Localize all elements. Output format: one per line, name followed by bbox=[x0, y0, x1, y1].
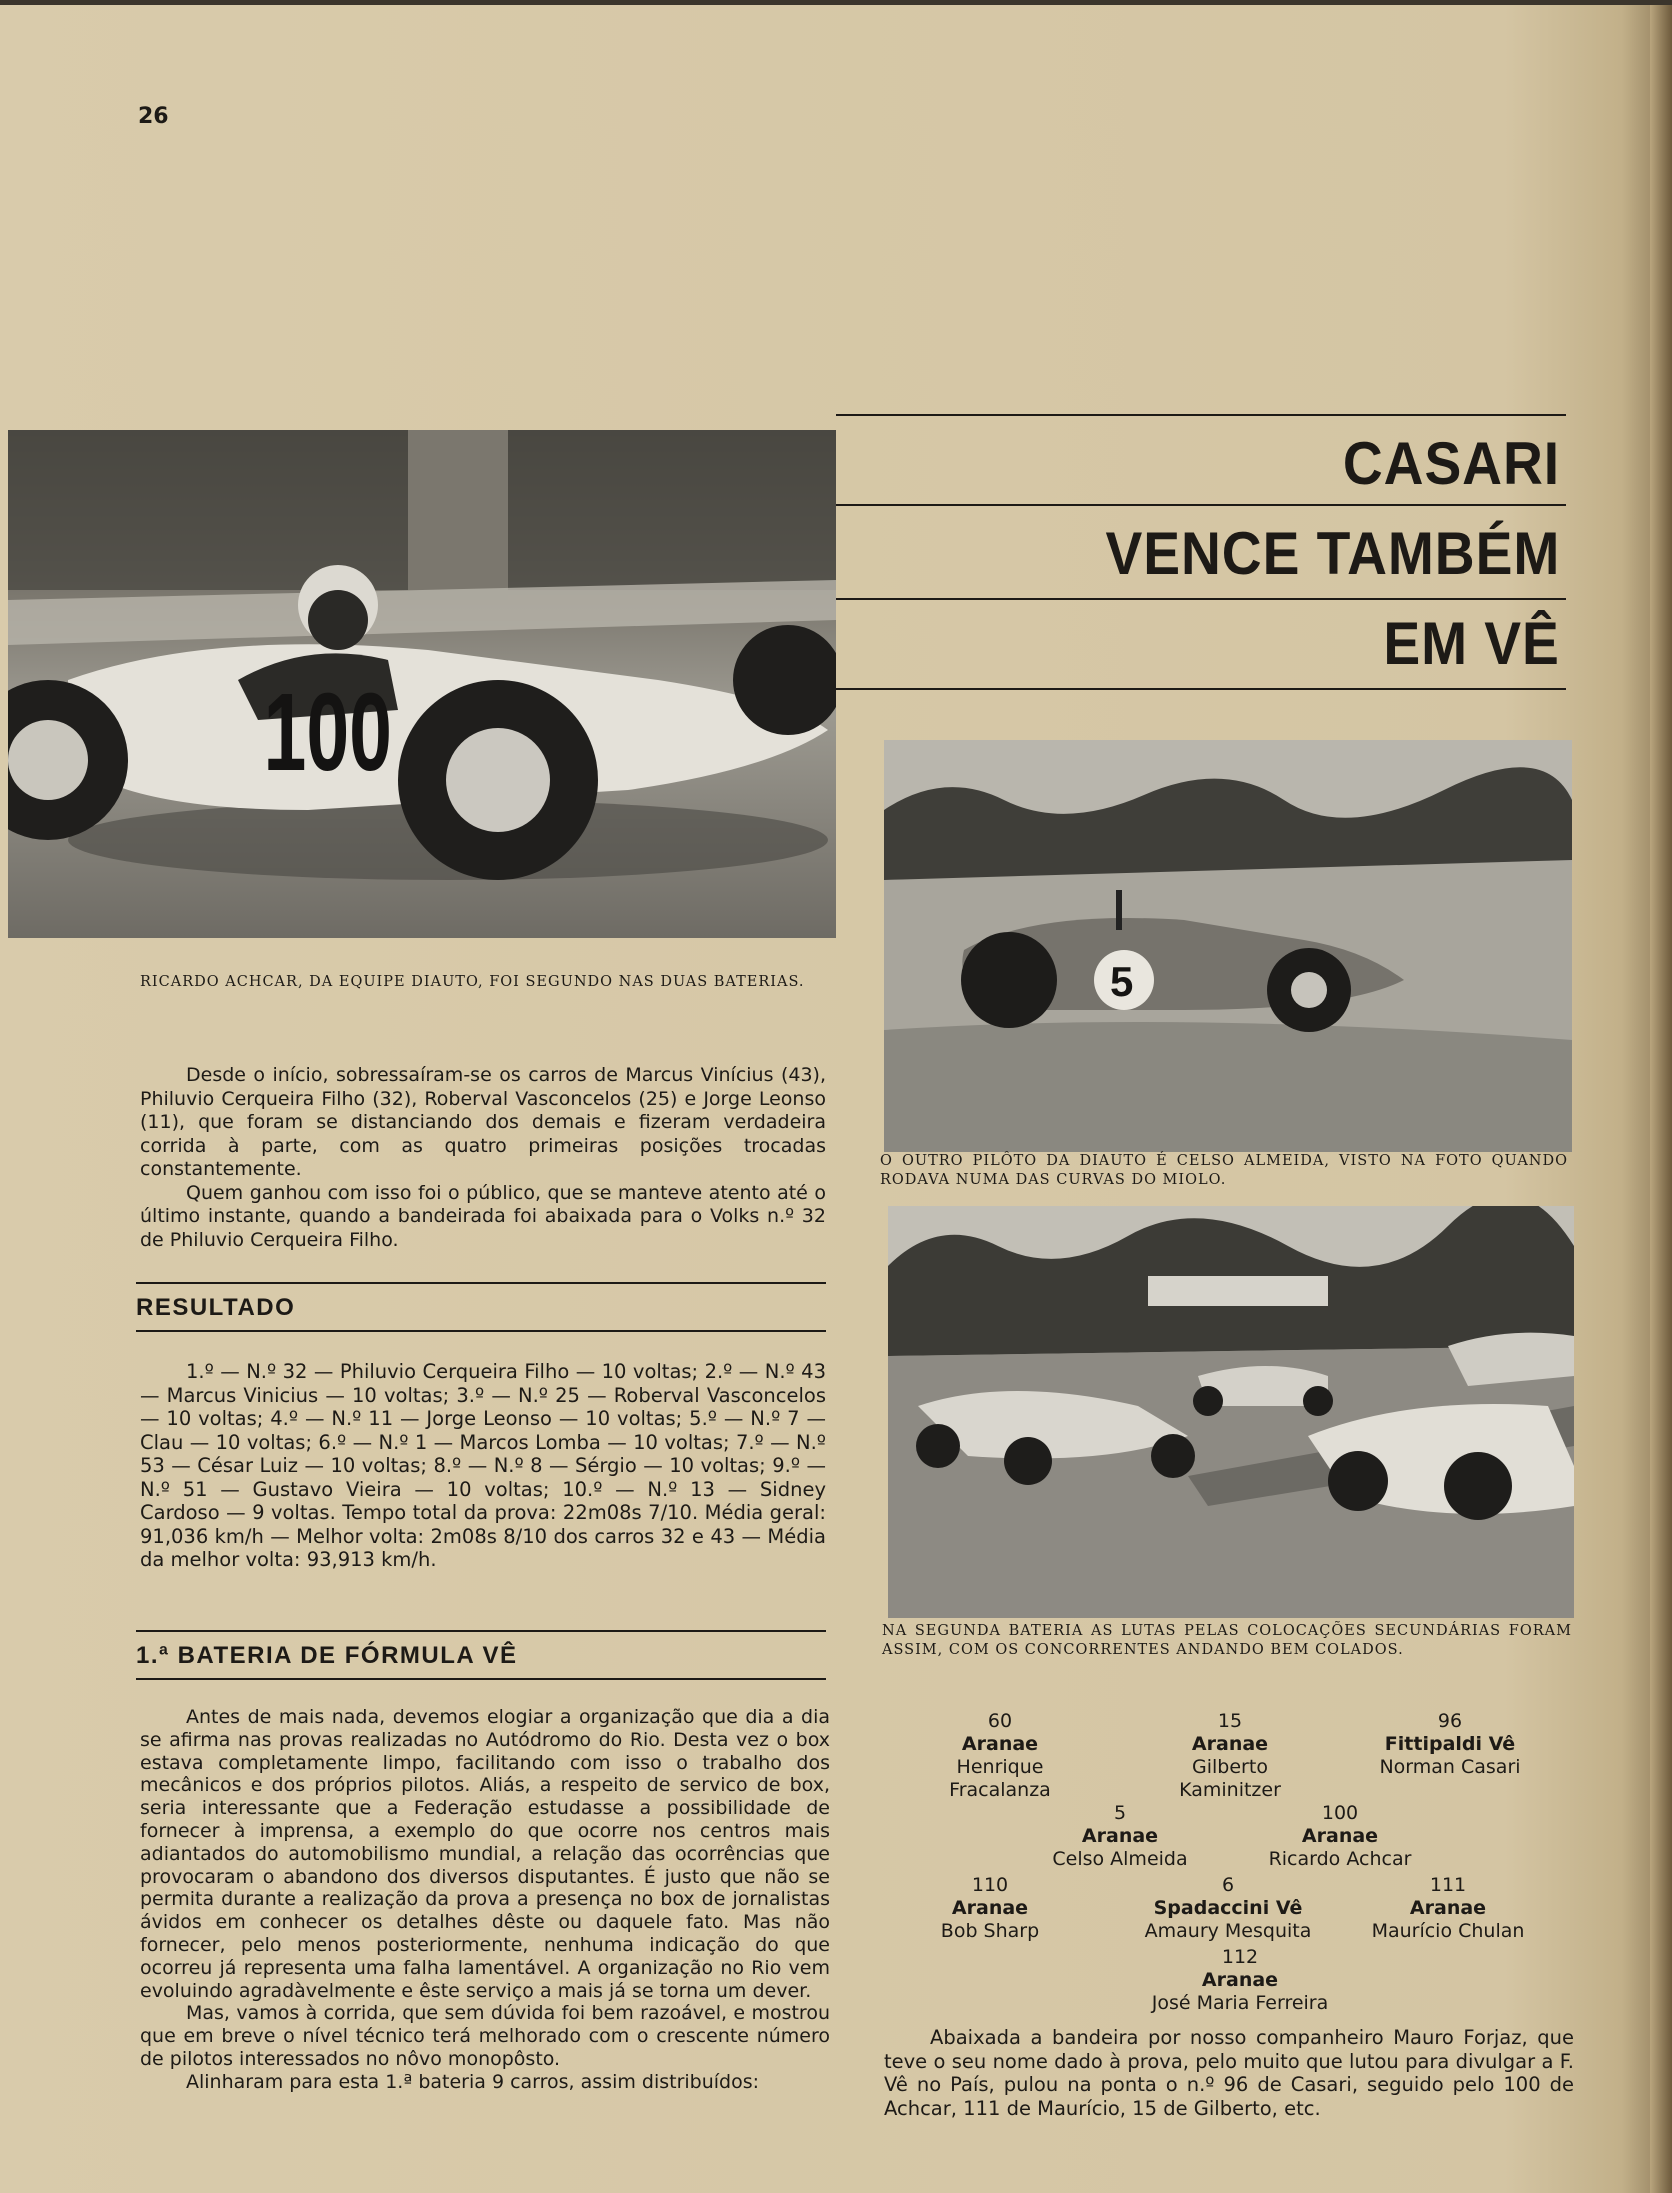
grid-entry: 111 Aranae Maurício Chulan bbox=[1371, 1874, 1525, 1942]
grid-entry: 60 Aranae Henrique Fracalanza bbox=[949, 1710, 1051, 1801]
bateria-text bbox=[140, 1706, 830, 2094]
caption-photo-1: RICARDO ACHCAR, DA EQUIPE DIAUTO, FOI SEGUNDO NAS DUAS BATERIAS. bbox=[140, 974, 805, 990]
page-spine bbox=[1650, 0, 1672, 2193]
photo-race-car-100 bbox=[8, 430, 836, 938]
bateria-heading: 1.ª BATERIA DE FÓRMULA VÊ bbox=[136, 1642, 518, 1669]
bateria-heading-block bbox=[136, 1630, 826, 1680]
closing-paragraph: Abaixada a bandeira por nosso companheiro Mauro Forjaz, que teve o seu nome dado à prova, pelo muito que lutou para divulgar a F. Vê no País, pulou na ponta o n.º 96 de Casari, seguido pelo 100 de Achcar, 111 de Maurício, 15 de Gilberto, etc. bbox=[884, 2026, 1574, 2120]
resultado-body: 1.º — N.º 32 — Philuvio Cerqueira Filho — 10 voltas; 2.º — N.º 43 — Marcus Vinicius — 10 voltas; 3.º — N.º 25 — Roberval Vasconcelos — 10 voltas; 4.º — N.º 11 — Jorge Leonso — 10 voltas; 5.º — N.º 7 — Clau — 10 voltas; 6.º — N.º 1 — Marcos Lomba — 10 voltas; 7.º — N.º 53 — César Luiz — 10 voltas; 8.º — N.º 8 — Sérgio — 10 voltas; 9.º — N.º 51 — Gustavo Vieira — 10 voltas; 10.º — N.º 13 — Sidney Cardoso — 9 voltas. Tempo total da prova: 22m08s 7/10. Média geral: 91,036 km/h — Melhor volta: 2m08s 8/10 dos carros 32 e 43 — Média da melhor volta: 93,913 km/h. bbox=[140, 1360, 826, 1571]
grid-entry: 6 Spadaccini Vê Amaury Mesquita bbox=[1144, 1874, 1312, 1942]
car-number-5: 5 bbox=[1110, 958, 1134, 1005]
closing-text bbox=[884, 2026, 1574, 2120]
headline-line-3: EM VÊ bbox=[1383, 610, 1560, 677]
grid-entry: 110 Aranae Bob Sharp bbox=[940, 1874, 1040, 1942]
headline-line-1: CASARI bbox=[1342, 430, 1560, 497]
photo-race-group bbox=[888, 1206, 1574, 1618]
page-number: 26 bbox=[138, 104, 169, 129]
photo-race-car-5 bbox=[884, 740, 1572, 1152]
grid-entry: 5 Aranae Celso Almeida bbox=[1052, 1802, 1188, 1870]
grid-entry: 96 Fittipaldi Vê Norman Casari bbox=[1379, 1710, 1521, 1778]
bateria-paragraph-3: Alinharam para esta 1.ª bateria 9 carros, assim distribuídos: bbox=[186, 2070, 760, 2093]
headline-line-2: VENCE TAMBÉM bbox=[1105, 520, 1560, 587]
grid-entry: 100 Aranae Ricardo Achcar bbox=[1268, 1802, 1412, 1870]
bateria-paragraph-2: Mas, vamos à corrida, que sem dúvida foi bem razoável, e mostrou que em breve o nível técnico terá melhorado com o crescente número de pilotos interessados no nôvo monopôsto. bbox=[140, 2002, 830, 2070]
caption-photo-2: O OUTRO PILÔTO DA DIAUTO É CELSO ALMEIDA, VISTO NA FOTO QUANDO RODAVA NUMA DAS CURVAS DO MIOLO. bbox=[880, 1153, 1568, 1188]
caption-photo-3: NA SEGUNDA BATERIA AS LUTAS PELAS COLOCAÇÕES SECUNDÁRIAS FORAM ASSIM, COM OS CONCORRENTES ANDANDO BEM COLADOS. bbox=[882, 1623, 1572, 1658]
intro-paragraph-1: Desde o início, sobressaíram-se os carros de Marcus Vinícius (43), Philuvio Cerqueira Filho (32), Roberval Vasconcelos (25) e Jorge Leonso (11), que foram se distanciando dos demais e fizeram verdadeira corrida à parte, com as quatro primeiras posições trocadas constantemente. bbox=[140, 1064, 826, 1180]
intro-paragraph-2: Quem ganhou com isso foi o público, que se manteve atento até o último instante, quando a bandeirada foi abaixada para o Volks n.º 32 de Philuvio Cerqueira Filho. bbox=[140, 1181, 826, 1251]
top-edge bbox=[0, 0, 1672, 5]
bateria-paragraph-1: Antes de mais nada, devemos elogiar a organização que dia a dia se afirma nas provas realizadas no Autódromo do Rio. Desta vez o box estava completamente limpo, facilitando com isso o trabalho dos mecânicos e dos próprios pilotos. Aliás, a respeito de servico de box, seria interessante que a Federação estudasse a possibilidade de fornecer à imprensa, a exemplo do que ocorre nos centros mais adiantados do automobilismo mundial, a relação das ocorrências que provocaram o abandono dos diversos disputantes. É justo que não se permita durante a realização da prova a presença no box de jornalistas ávidos em conhecer os detalhes dêste ou daquele fato. Mas não fornecer, pelo menos posteriormente, nenhuma indicação do que ocorreu já representa uma falha lamentável. A organização no Rio vem evoluindo agradàvelmente e êste serviço a mais já se torna um dever. bbox=[140, 1706, 830, 2002]
intro-text bbox=[140, 1064, 826, 1252]
resultado-heading: RESULTADO bbox=[136, 1294, 296, 1321]
grid-entry: 15 Aranae Gilberto Kaminitzer bbox=[1179, 1710, 1281, 1801]
headline-block bbox=[836, 414, 1566, 690]
resultado-text bbox=[140, 1360, 826, 1572]
resultado-heading-block bbox=[136, 1282, 826, 1332]
grid-entry: 112 Aranae José Maria Ferreira bbox=[1151, 1946, 1329, 2014]
car-number-100: 100 bbox=[263, 671, 392, 795]
